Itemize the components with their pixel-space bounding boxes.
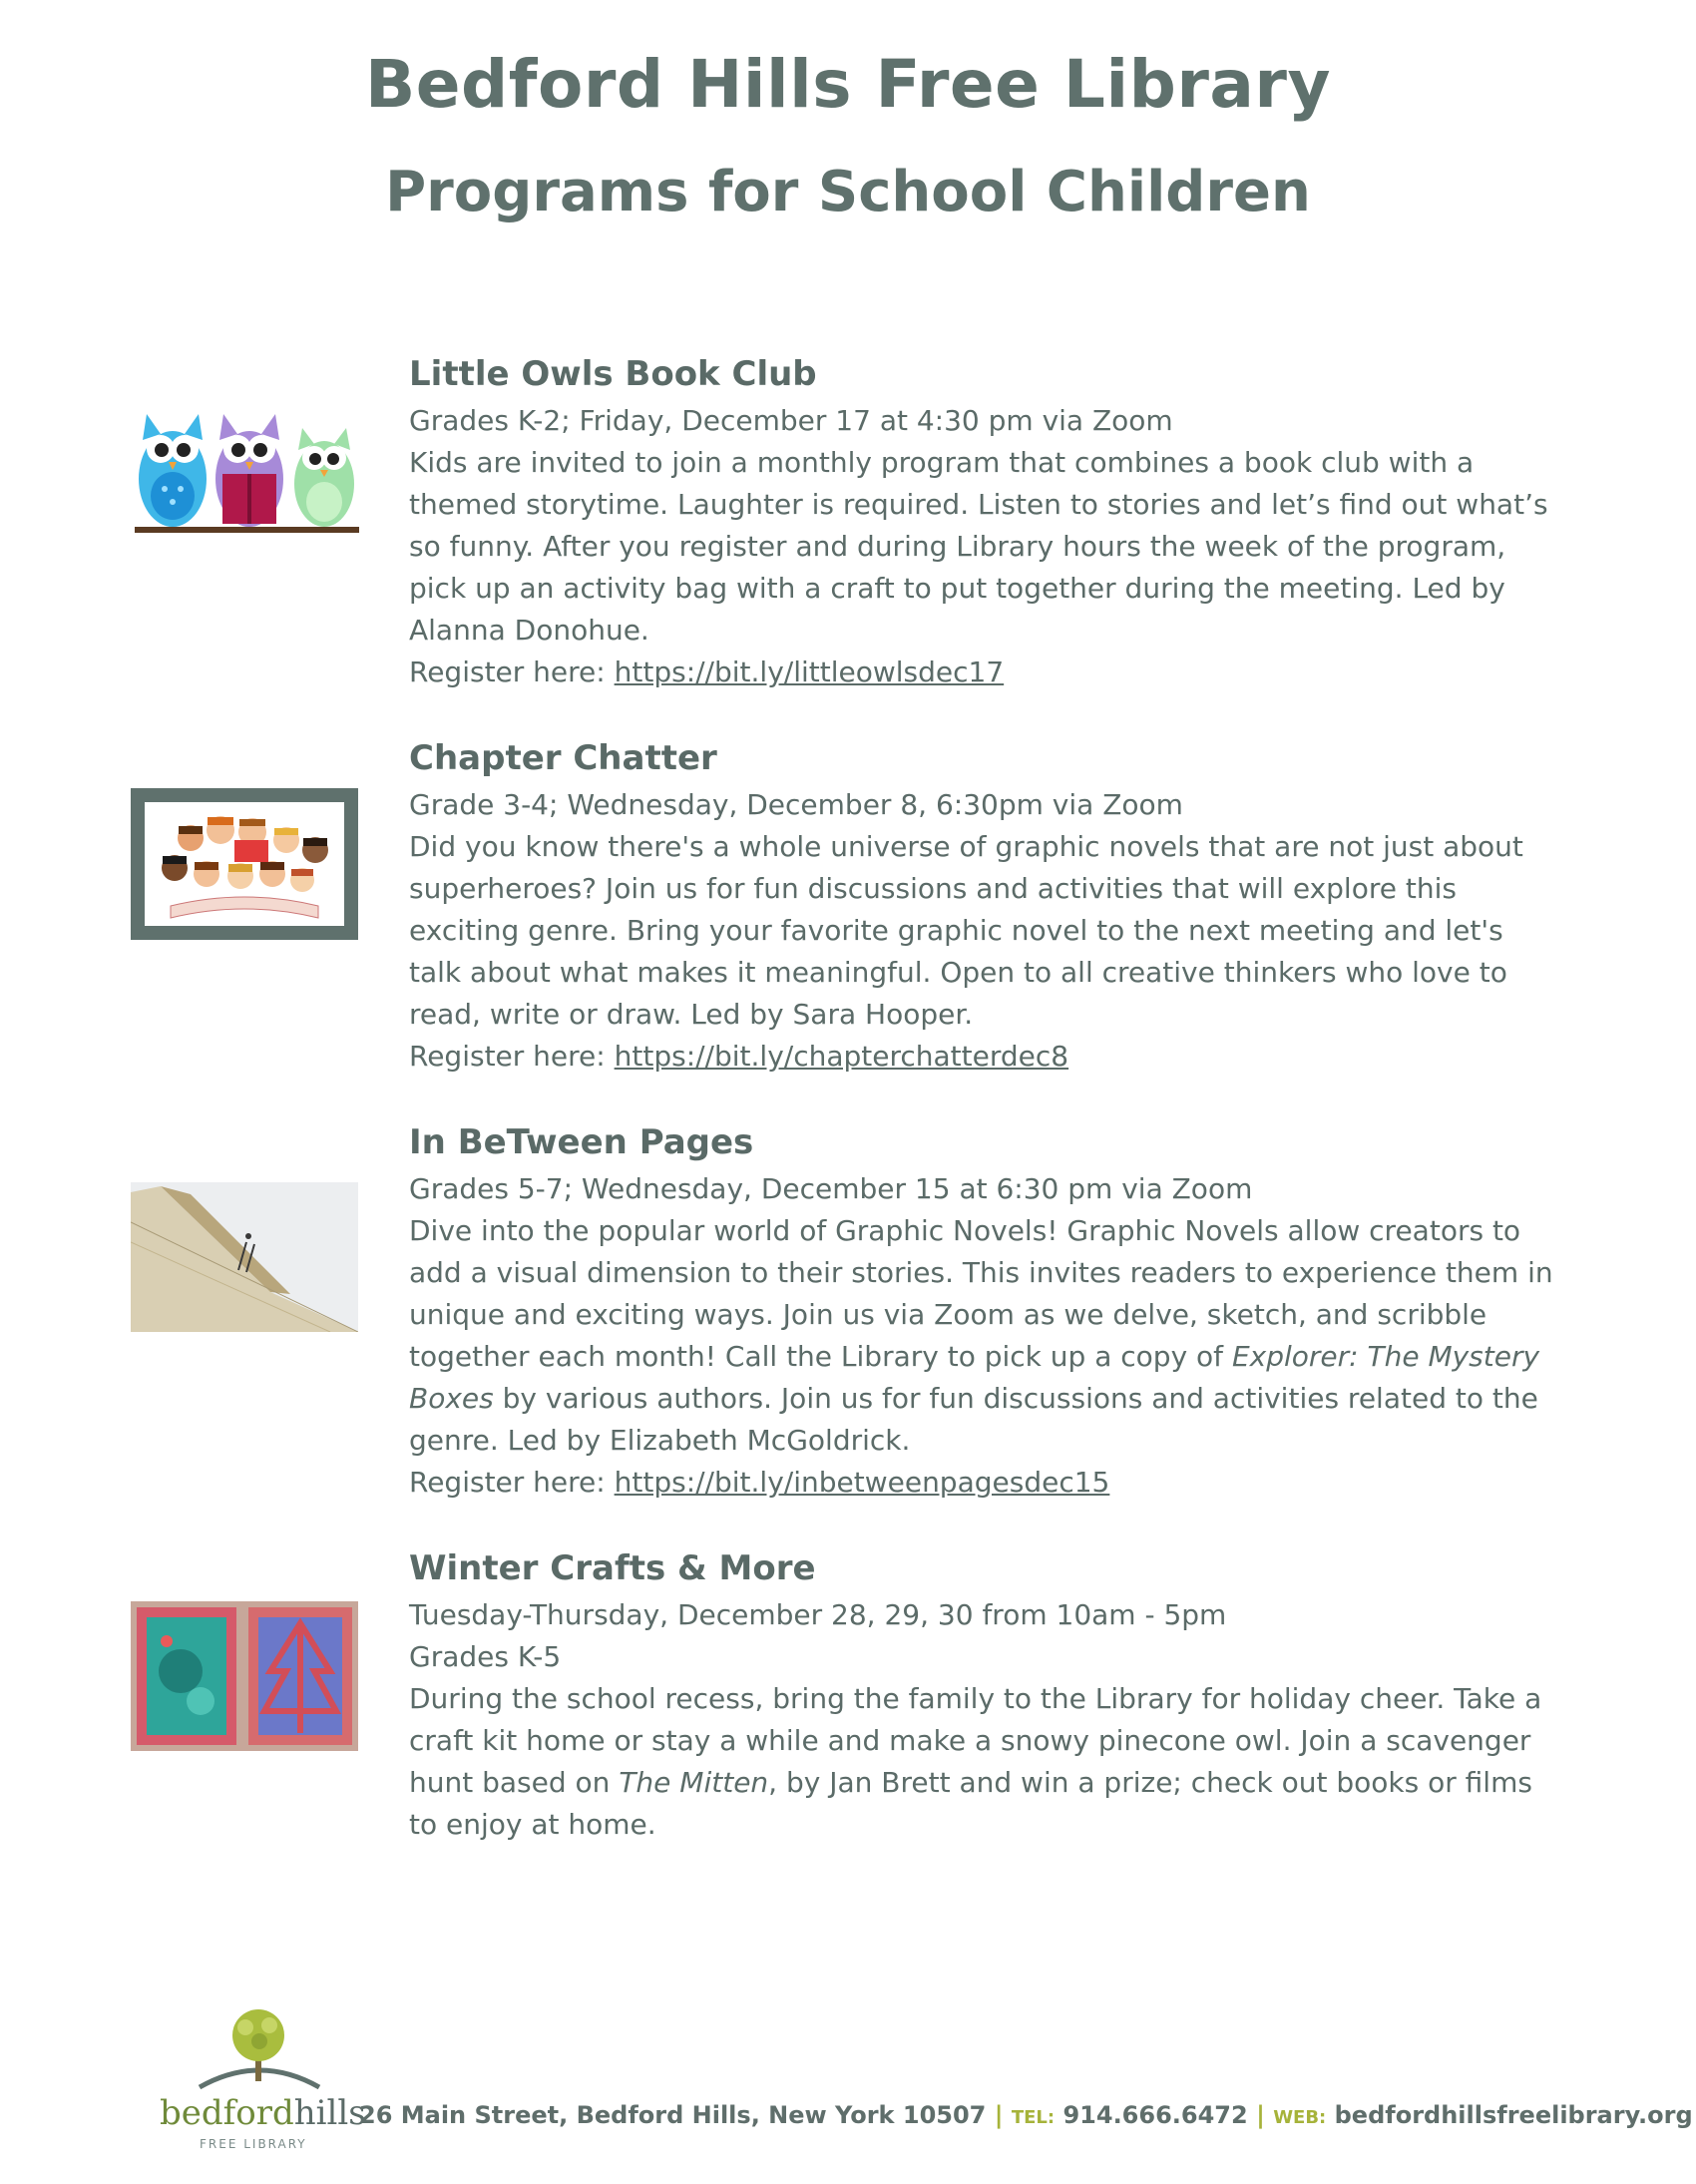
program-schedule: Tuesday-Thursday, December 28, 29, 30 from 10am - 5pm [409, 1598, 1227, 1631]
program-in-between-pages [409, 1122, 1556, 1504]
program-grades: Grades K-5 [409, 1640, 562, 1673]
program-description: Did you know there's a whole universe of graphic novels that are not just about superheroes? Join us for fun discussions and activities that will explore this exciting genre. Bring your favorite graphic novel to the next meeting and let's talk about what makes it meaningful. Open to all creative thinkers who love to read, write or draw. Led by Sara Hooper. [409, 830, 1523, 1031]
logo-wordmark: bedfordhills [160, 2093, 366, 2133]
register-line [409, 1036, 1556, 1078]
website-link[interactable]: bedfordhillsfreelibrary.org [1334, 2101, 1693, 2129]
program-schedule: Grades K-2; Friday, December 17 at 4:30 pm via Zoom [409, 404, 1173, 437]
program-description [409, 1678, 1556, 1846]
register-label: Register here: [409, 1466, 615, 1499]
program-schedule: Grades 5-7; Wednesday, December 15 at 6:30 pm via Zoom [409, 1172, 1253, 1205]
phone-number: 914.666.6472 [1062, 2101, 1248, 2129]
program-description: Kids are invited to join a monthly program that combines a book club with a themed storytime. Laughter is required. Listen to stories and let’s find out what’s so funny. After you register and during Library hours the week of the program, pick up an activity bag with a craft to put together during the meeting. Led by Alanna Donohue. [409, 446, 1548, 647]
program-winter-crafts [409, 1548, 1556, 1846]
register-link[interactable]: https://bit.ly/chapterchatterdec8 [614, 1040, 1069, 1073]
register-label: Register here: [409, 1040, 615, 1073]
address: 26 Main Street, Bedford Hills, New York 10507 [359, 2101, 995, 2129]
program-description [409, 1210, 1556, 1462]
owls-illustration [135, 404, 359, 539]
program-little-owls [409, 354, 1556, 693]
program-title: Chapter Chatter [409, 738, 717, 778]
book-title: The Mitten [619, 1766, 769, 1799]
description-text: During the school recess, bring the family to the Library for holiday cheer. Take a craft kit home or stay a while and make a snowy pinecone owl. Join a scavenger hunt based on [409, 1682, 1542, 1799]
book-title: Explorer: The Mystery Boxes [409, 1340, 1540, 1415]
page-title: Bedford Hills Free Library [364, 46, 1331, 123]
winter-crafts-photo [131, 1601, 358, 1751]
register-link[interactable]: https://bit.ly/littleowlsdec17 [614, 655, 1005, 688]
description-text: , by Jan Brett and win a prize; check out books or films to enjoy at home. [409, 1766, 1532, 1841]
logo-subtitle: FREE LIBRARY [200, 2137, 307, 2151]
footer-contact: 26 Main Street, Bedford Hills, New York 10507 | TEL: 914.666.6472 | WEB: bedfordhillsfreelibrary.org [359, 2101, 1693, 2129]
program-title: Winter Crafts & More [409, 1548, 816, 1588]
page-subtitle: Programs for School Children [385, 160, 1311, 224]
description-text: by various authors. Join us for fun discussions and activities related to the genre. Led by Elizabeth McGoldrick. [409, 1382, 1538, 1457]
tree-logo-icon [190, 2005, 329, 2095]
program-title: Little Owls Book Club [409, 354, 817, 394]
footer [160, 2005, 1693, 2155]
book-edge-photo [131, 1182, 358, 1332]
description-text: Dive into the popular world of Graphic Novels! Graphic Novels allow creators to add a visual dimension to their stories. This invites readers to experience them in unique and exciting ways. Join us via Zoom as we delve, sketch, and scribble together each month! Call the Library to pick up a copy of [409, 1214, 1553, 1373]
program-schedule: Grade 3-4; Wednesday, December 8, 6:30pm via Zoom [409, 788, 1183, 821]
program-title: In BeTween Pages [409, 1122, 754, 1162]
register-label: Register here: [409, 655, 615, 688]
register-link[interactable]: https://bit.ly/inbetweenpagesdec15 [614, 1466, 1110, 1499]
kids-reading-illustration [131, 788, 358, 940]
register-line [409, 1462, 1556, 1504]
program-chapter-chatter [409, 738, 1556, 1078]
register-line [409, 652, 1556, 693]
